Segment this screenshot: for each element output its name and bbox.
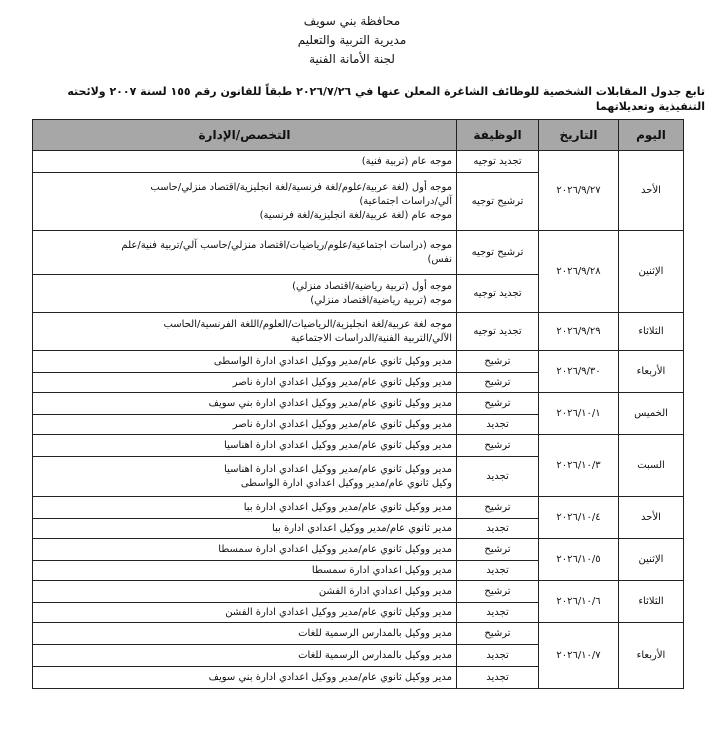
- cell-job: ترشيح: [457, 393, 539, 415]
- specialization-line: مدير ووكيل ثانوي عام/مدير ووكيل اعدادي ادارة سمسطا: [218, 543, 452, 555]
- table-row: [33, 231, 684, 275]
- header-date: التاريخ: [539, 120, 619, 151]
- cell-day: الإثنين: [619, 231, 684, 313]
- specialization-line: موجه عام (تربية فنية): [361, 155, 452, 167]
- specialization-line: وكيل ثانوي عام/مدير ووكيل اعدادي ادارة الواسطى: [240, 477, 452, 489]
- cell-specialization: [33, 645, 457, 667]
- table-row: [33, 581, 684, 603]
- cell-job: ترشيح: [457, 373, 539, 393]
- cell-job: تجديد: [457, 519, 539, 539]
- specialization-line: آلي/دراسات اجتماعية): [359, 195, 452, 207]
- cell-job: ترشيح: [457, 581, 539, 603]
- schedule-table: [32, 119, 684, 689]
- table-row: [33, 497, 684, 519]
- header-specialization: التخصص/الإدارة: [33, 120, 457, 151]
- cell-job: ترشيح: [457, 623, 539, 645]
- specialization-line: موجه أول (تربية رياضية/اقتصاد منزلي): [292, 280, 452, 292]
- cell-day: الخميس: [619, 393, 684, 435]
- schedule-body: [33, 151, 684, 689]
- cell-job: ترشيح: [457, 435, 539, 457]
- table-row: [33, 313, 684, 351]
- cell-job: ترشيح توجيه: [457, 231, 539, 275]
- cell-day: الأربعاء: [619, 623, 684, 689]
- cell-job: تجديد: [457, 457, 539, 497]
- cell-date: ٢٠٢٦/١٠/٦: [539, 581, 619, 623]
- specialization-line: موجه (تربية رياضية/اقتصاد منزلي): [310, 294, 452, 306]
- table-row: [33, 435, 684, 457]
- specialization-line: موجه عام (لغة عربية/لغة انجليزية/لغة فرنسية): [259, 209, 452, 221]
- document-heading: تابع جدول المقابلات الشخصية للوظائف الشاغرة المعلن عنها في ٢٠٢٦/٧/٢٦ طبقاً للقانون رقم ١٥٥ لسنة ٢٠٠٧ ولائحته التنفيذية وتعديلاتهما: [67, 85, 705, 113]
- cell-job: تجديد: [457, 645, 539, 667]
- header-job: الوظيفة: [457, 120, 539, 151]
- specialization-line: مدير ووكيل ثانوي عام/مدير ووكيل اعدادي ادارة ناصر: [232, 418, 452, 430]
- specialization-line: الآلي/التربية الفنية/الدراسات الاجتماعية: [290, 332, 452, 344]
- cell-specialization: [33, 151, 457, 173]
- cell-date: ٢٠٢٦/١٠/٥: [539, 539, 619, 581]
- specialization-line: مدير ووكيل اعدادي ادارة سمسطا: [311, 564, 452, 576]
- cell-job: تجديد: [457, 603, 539, 623]
- cell-specialization: [33, 435, 457, 457]
- cell-job: تجديد: [457, 415, 539, 435]
- cell-specialization: [33, 667, 457, 689]
- cell-specialization: [33, 623, 457, 645]
- cell-specialization: [33, 173, 457, 231]
- cell-day: الثلاثاء: [619, 581, 684, 623]
- specialization-line: مدير ووكيل ثانوي عام/مدير ووكيل اعدادي ادارة بني سويف: [208, 397, 452, 409]
- specialization-line: مدير ووكيل ثانوي عام/مدير ووكيل اعدادي ادارة ناصر: [232, 376, 452, 388]
- table-row: [33, 623, 684, 645]
- cell-specialization: [33, 457, 457, 497]
- cell-job: تجديد توجيه: [457, 275, 539, 313]
- cell-specialization: [33, 539, 457, 561]
- cell-specialization: [33, 275, 457, 313]
- cell-specialization: [33, 561, 457, 581]
- cell-day: الثلاثاء: [619, 313, 684, 351]
- cell-specialization: [33, 351, 457, 373]
- cell-specialization: [33, 497, 457, 519]
- cell-job: ترشيح: [457, 497, 539, 519]
- cell-day: السبت: [619, 435, 684, 497]
- specialization-line: مدير ووكيل ثانوي عام/مدير ووكيل اعدادي ادارة بني سويف: [208, 671, 452, 683]
- cell-specialization: [33, 373, 457, 393]
- letterhead-directorate: مديرية التربية والتعليم: [297, 33, 407, 47]
- cell-job: ترشيح توجيه: [457, 173, 539, 231]
- cell-day: الأحد: [619, 151, 684, 231]
- cell-day: الإثنين: [619, 539, 684, 581]
- cell-day: الأربعاء: [619, 351, 684, 393]
- table-row: [33, 351, 684, 373]
- cell-job: تجديد توجيه: [457, 151, 539, 173]
- cell-date: ٢٠٢٦/٩/٢٨: [539, 231, 619, 313]
- cell-date: ٢٠٢٦/١٠/٧: [539, 623, 619, 689]
- letterhead-committee: لجنة الأمانة الفنية: [309, 52, 395, 66]
- cell-specialization: [33, 415, 457, 435]
- cell-date: ٢٠٢٦/١٠/٤: [539, 497, 619, 539]
- specialization-line: مدير ووكيل ثانوي عام/مدير ووكيل اعدادي ادارة ببا: [243, 501, 452, 513]
- cell-specialization: [33, 231, 457, 275]
- specialization-line: نفس): [427, 253, 452, 265]
- cell-job: ترشيح: [457, 539, 539, 561]
- table-header-row: [33, 120, 684, 151]
- cell-date: ٢٠٢٦/٩/٢٩: [539, 313, 619, 351]
- specialization-line: موجه (دراسات اجتماعية/علوم/رياضيات/اقتصاد منزلي/حاسب آلي/تربية فنية/علم: [121, 239, 452, 251]
- cell-date: ٢٠٢٦/٩/٢٧: [539, 151, 619, 231]
- header-day: اليوم: [619, 120, 684, 151]
- specialization-line: مدير ووكيل ثانوي عام/مدير ووكيل اعدادي ادارة الفشن: [225, 606, 452, 618]
- cell-specialization: [33, 519, 457, 539]
- cell-specialization: [33, 393, 457, 415]
- letterhead-governorate: محافظة بني سويف: [303, 14, 401, 28]
- cell-job: تجديد: [457, 667, 539, 689]
- specialization-line: مدير ووكيل ثانوي عام/مدير ووكيل اعدادي ادارة اهناسيا: [224, 439, 452, 451]
- specialization-line: مدير ووكيل ثانوي عام/مدير ووكيل اعدادي ادارة الواسطى: [213, 355, 452, 367]
- specialization-line: موجه لغة عربية/لغة انجليزية/الرياضيات/العلوم/اللغة الفرنسية/الحاسب: [163, 318, 452, 330]
- cell-date: ٢٠٢٦/١٠/٣: [539, 435, 619, 497]
- cell-date: ٢٠٢٦/٩/٣٠: [539, 351, 619, 393]
- cell-job: تجديد: [457, 561, 539, 581]
- table-row: [33, 393, 684, 415]
- table-row: [33, 151, 684, 173]
- specialization-line: مدير ووكيل ثانوي عام/مدير ووكيل اعدادي ادارة اهناسيا: [224, 463, 452, 475]
- table-row: [33, 539, 684, 561]
- letterhead: [0, 12, 705, 72]
- specialization-line: مدير ووكيل اعدادي ادارة الفشن: [318, 585, 452, 597]
- specialization-line: مدير ثانوي عام/مدير ووكيل اعدادي ادارة ببا: [271, 522, 452, 534]
- specialization-line: موجه أول (لغة عربية/علوم/لغة فرنسية/لغة انجليزية/اقتصاد منزلي/حاسب: [150, 181, 452, 193]
- cell-date: ٢٠٢٦/١٠/١: [539, 393, 619, 435]
- specialization-line: مدير ووكيل بالمدارس الرسمية للغات: [298, 649, 452, 661]
- cell-specialization: [33, 313, 457, 351]
- cell-job: ترشيح: [457, 351, 539, 373]
- cell-specialization: [33, 581, 457, 603]
- cell-day: الأحد: [619, 497, 684, 539]
- specialization-line: مدير ووكيل بالمدارس الرسمية للغات: [298, 627, 452, 639]
- cell-job: تجديد توجيه: [457, 313, 539, 351]
- cell-specialization: [33, 603, 457, 623]
